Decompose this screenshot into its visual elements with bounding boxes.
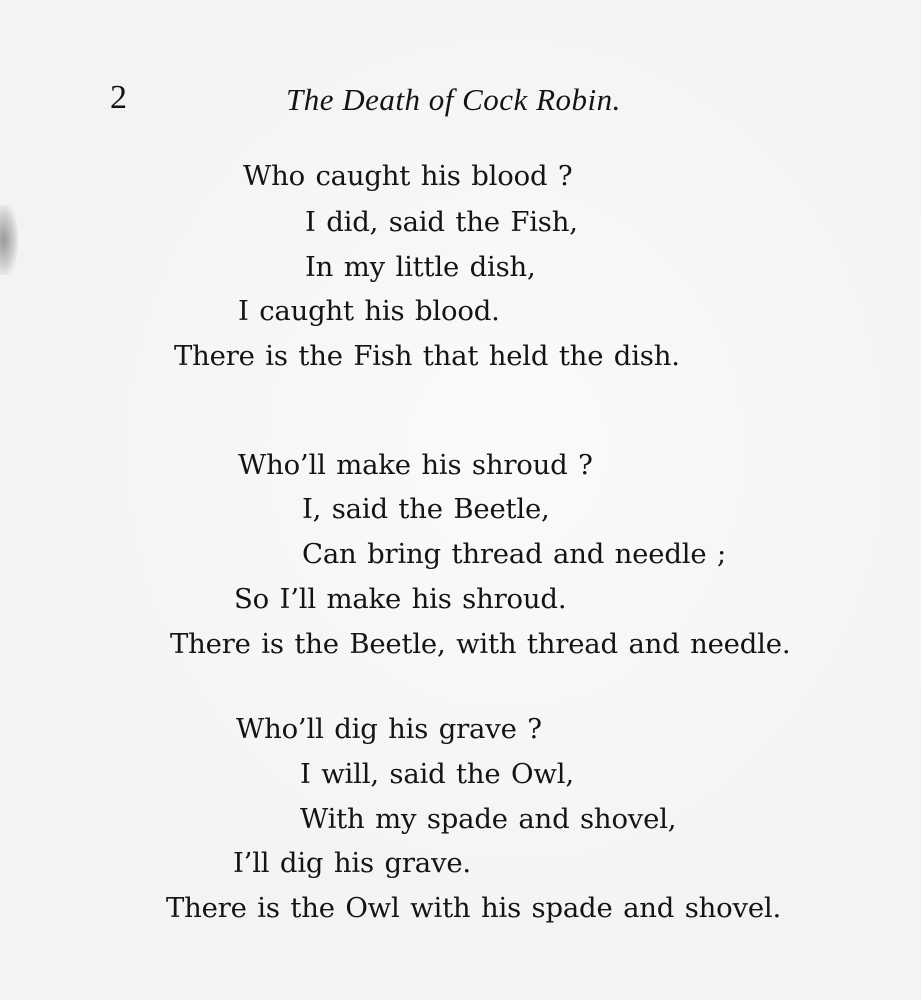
stanza-line: I did, said the Fish, [305,206,578,238]
stanza-line: I, said the Beetle, [302,493,550,525]
stanza-line: With my spade and shovel, [300,803,677,835]
stanza-line: I will, said the Owl, [300,758,574,790]
stanza-line: Who caught his blood ? [243,160,573,192]
page-edge-smudge [0,205,18,275]
stanza-line: There is the Fish that held the dish. [174,340,680,372]
stanza-line: There is the Owl with his spade and shovel. [166,892,782,924]
running-title: The Death of Cock Robin. [286,82,621,117]
stanza-line: In my little dish, [305,251,536,283]
page-number: 2 [110,79,127,116]
stanza-line: Who’ll make his shroud ? [238,449,593,481]
stanza-line: I’ll dig his grave. [233,847,471,879]
stanza-line: Can bring thread and needle ; [302,538,727,570]
stanza-line: There is the Beetle, with thread and needle. [170,628,791,660]
stanza-line: I caught his blood. [238,295,500,327]
stanza-line: Who’ll dig his grave ? [236,713,542,745]
stanza-line: So I’ll make his shroud. [234,583,567,615]
